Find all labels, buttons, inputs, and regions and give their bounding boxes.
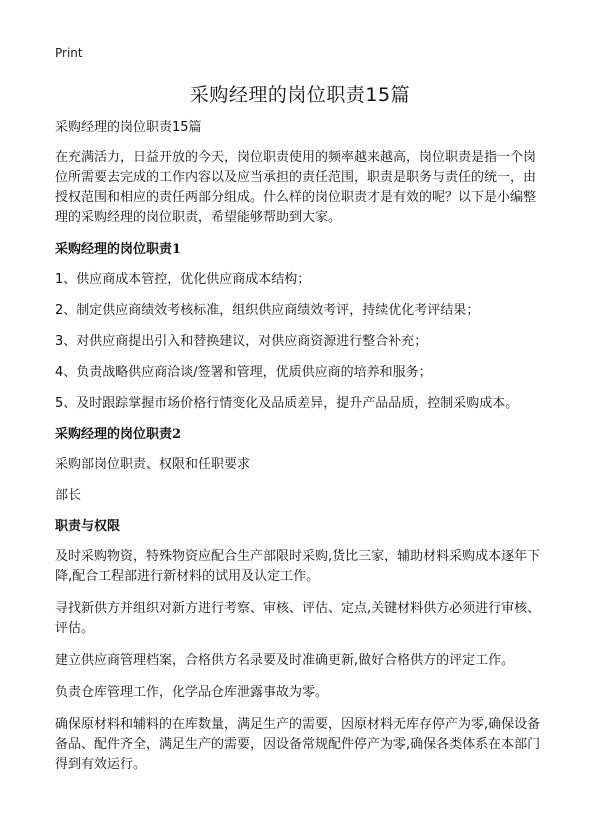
section-1-item: 5、及时跟踪掌握市场价格行情变化及品质差异，提升产品品质，控制采购成本。: [55, 396, 519, 411]
section-1-item: 2、制定供应商绩效考核标准，组织供应商绩效考评，持续优化考评结果；: [55, 303, 480, 318]
document-subtitle: 采购经理的岗位职责15篇: [55, 120, 202, 135]
section-1-item: 1、供应商成本管控，优化供应商成本结构；: [55, 272, 311, 287]
section-2-paragraph: 确保原材料和辅料的在库数量，满足生产的需要，因原材料无库存停产为零,确保设备备品、配件齐全，满足生产的需要，因设备常规配件停产为零,确保各类体系在本部门得到有效运行。: [55, 717, 541, 772]
document-body: [55, 118, 545, 787]
intro-paragraph: 在充满活力，日益开放的今天，岗位职责使用的频率越来越高，岗位职责是指一个岗位所需要去完成的工作内容以及应当承担的责任范围，职责是职务与责任的统一，由授权范围和相应的责任两部分组成。什么样的岗位职责才是有效的呢？以下是小编整理的采购经理的岗位职责，希望能够帮助到大家。: [55, 150, 537, 225]
section-2-paragraph: 及时采购物资，特殊物资应配合生产部限时采购,货比三家，辅助材料采购成本逐年下降,配合工程部进行新材料的试用及认定工作。: [55, 549, 541, 584]
section-1-item: 4、负责战略供应商洽谈/签署和管理，优质供应商的培养和服务；: [55, 365, 432, 380]
section-1-heading: 采购经理的岗位职责1: [55, 242, 182, 257]
section-2-paragraph: 寻找新供方并组织对新方进行考察、审核、评估、定点,关键材料供方必须进行审核、评估。: [55, 601, 541, 636]
section-2-line: 采购部岗位职责、权限和任职要求: [55, 457, 251, 472]
section-2-paragraph: 负责仓库管理工作，化学品仓库泄露事故为零。: [55, 685, 329, 700]
section-1-item: 3、对供应商提出引入和替换建议，对供应商资源进行整合补充；: [55, 334, 428, 349]
section-2-line: 部长: [55, 488, 82, 503]
section-2-paragraph: 建立供应商管理档案，合格供方名录要及时准确更新,做好合格供方的评定工作。: [55, 653, 515, 668]
section-2-heading: 采购经理的岗位职责2: [55, 427, 182, 442]
section-2-subheading: 职责与权限: [55, 519, 121, 534]
page-title: 采购经理的岗位职责15篇: [189, 84, 411, 106]
print-label: Print: [55, 46, 83, 60]
